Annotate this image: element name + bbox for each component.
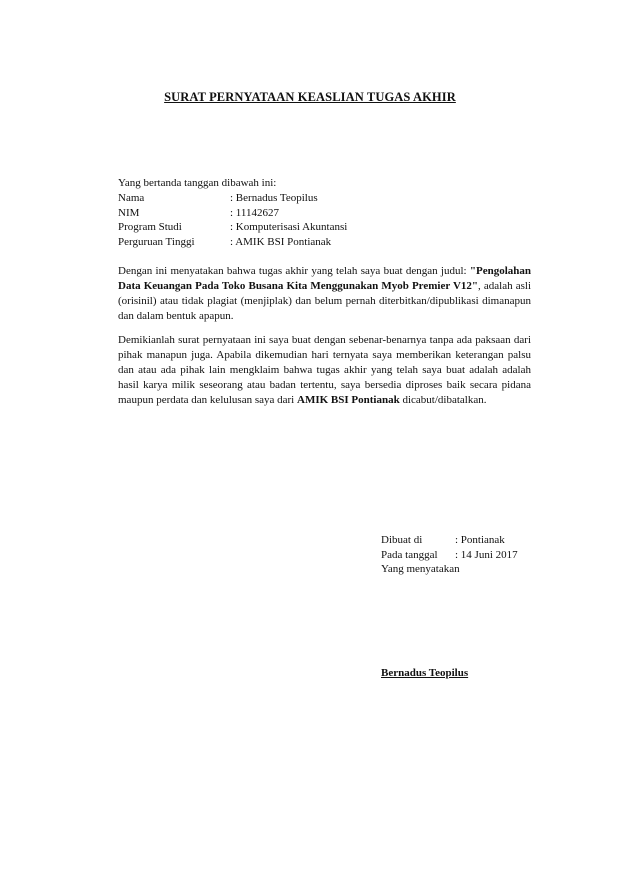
signer-name: Bernadus Teopilus [381,667,469,679]
identity-value: : Komputerisasi Akuntansi [230,221,348,234]
identity-value: : Bernadus Teopilus [230,192,318,204]
identity-value: : 11142627 [230,206,279,219]
thesis-title: "Pengolahan Data Keuangan Pada Toko Busana Kita Menggunakan Myob Premier V12" [118,265,531,292]
signature-row-date [381,548,518,563]
document-title: SURAT PERNYATAAN KEASLIAN TUGAS AKHIR [164,90,456,104]
statement-rest: , adalah asli (orisinil) atau tidak plagiat (menjiplak) dan belum pernah diterbitkan/dipublikasi dimanapun dan dalam bentuk apapun. [118,280,531,322]
identity-value: : AMIK BSI Pontianak [230,235,332,248]
identity-key: Program Studi [118,221,182,234]
identity-key: NIM [118,206,140,219]
declaration-lead: Demikianlah surat pernyataan ini saya buat dengan sebenar-benarnya tanpa ada paksaan dari pihak manapun juga. Apabila dikemudian hari ternyata saya memberikan keterangan palsu dan atau ada pihak lain mengklaim bahwa tugas akhir yang telah saya buat adalah adalah hasil karya milik seseorang atau badan tertentu, saya bersedia diproses baik secara pidana maupun perdata dan kelulusan saya dari [118,334,531,406]
declaration-paragraph [118,333,531,408]
statement-lead: Dengan ini menyatakan bahwa tugas akhir yang telah saya buat dengan judul: [118,265,470,277]
declaration-rest: dicabut/dibatalkan. [399,394,487,406]
signature-key: Pada tanggal [381,548,438,561]
signature-value: : Pontianak [455,534,505,546]
signature-statement: Yang menyatakan [381,563,460,576]
identity-row-nim [118,206,347,221]
identity-row-program-studi [118,220,347,235]
identity-table [118,191,347,249]
signature-block [381,533,518,577]
signature-value: : 14 Juni 2017 [455,548,518,561]
identity-row-nama [118,191,347,206]
identity-row-perguruan-tinggi [118,235,347,250]
identity-key: Perguruan Tinggi [118,235,195,248]
signature-row-place [381,533,518,548]
identity-key: Nama [118,192,145,204]
statement-paragraph [118,264,531,324]
institution-name: AMIK BSI Pontianak [297,394,400,406]
signature-key: Dibuat di [381,534,423,546]
intro-text: Yang bertanda tanggan dibawah ini: [118,177,277,189]
